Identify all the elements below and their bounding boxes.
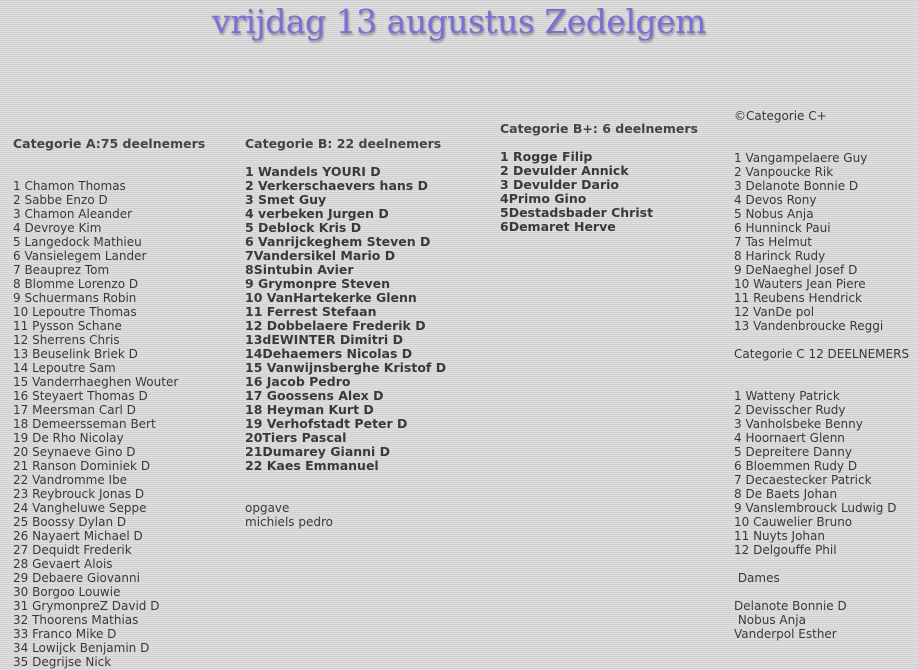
list-item: 9 Grymonpre Steven [245, 276, 391, 291]
list-item: 10 Cauwelier Bruno [734, 515, 853, 529]
list-item: 7 Decaestecker Patrick [734, 473, 872, 487]
list-item: 9 Schuermans Robin [13, 291, 137, 305]
list-item: 1 Watteny Patrick [734, 389, 840, 403]
list-item: 1 Rogge Filip [500, 149, 593, 164]
list-item: 13 Beuselink Briek D [13, 347, 138, 361]
list-item: 3 Chamon Aleander [13, 207, 133, 221]
page-title: vrijdag 13 augustus Zedelgem [212, 2, 706, 41]
list-item: 31 GrymonpreZ David D [13, 599, 160, 613]
column-categorie-b [245, 137, 446, 529]
list-item: Vanderpol Esther [734, 627, 837, 641]
list-item: 13 Vandenbroucke Reggi [734, 319, 884, 333]
list-item: 12 VanDe pol [734, 305, 815, 319]
list-item: 5 Depreitere Danny [734, 445, 852, 459]
column-categorie-bplus [500, 122, 698, 234]
list-item: 4 verbeken Jurgen D [245, 206, 389, 221]
opgave-label: opgave [245, 501, 290, 515]
list-item: 7 Beauprez Tom [13, 263, 110, 277]
list-item: 12 Dobbelaere Frederik D [245, 318, 426, 333]
list-item: 6 Hunninck Paui [734, 221, 831, 235]
list-item: 3 Smet Guy [245, 192, 327, 207]
list-item: 9 DeNaeghel Josef D [734, 263, 858, 277]
list-item: 22 Kaes Emmanuel [245, 458, 379, 473]
list-item: 14 Lepoutre Sam [13, 361, 116, 375]
opgave-name: michiels pedro [245, 515, 333, 529]
list-item: 2 Sabbe Enzo D [13, 193, 108, 207]
list-item: 8Sintubin Avier [245, 262, 354, 277]
categorie-a-list [13, 179, 205, 669]
list-item: 23 Reybrouck Jonas D [13, 487, 145, 501]
list-item: 5 Nobus Anja [734, 207, 814, 221]
list-item: 26 Nayaert Michael D [13, 529, 143, 543]
list-item: Delanote Bonnie D [734, 599, 847, 613]
list-item: 4 Devroye Kim [13, 221, 102, 235]
list-item: 5 Deblock Kris D [245, 220, 362, 235]
list-item: 29 Debaere Giovanni [13, 571, 140, 585]
list-item: 18 Demeersseman Bert [13, 417, 156, 431]
categorie-a-header: Categorie A:75 deelnemers [13, 136, 206, 151]
list-item: 20 Seynaeve Gino D [13, 445, 136, 459]
list-item: 2 Vanpoucke Rik [734, 165, 834, 179]
list-item: 9 Vanslembrouck Ludwig D [734, 501, 897, 515]
column-categorie-a [13, 137, 205, 669]
list-item: 22 Vandromme Ibe [13, 473, 128, 487]
categorie-c-header: Categorie C 12 DEELNEMERS [734, 347, 910, 361]
list-item: 8 Harinck Rudy [734, 249, 826, 263]
list-item: 19 Verhofstadt Peter D [245, 416, 408, 431]
list-item: 3 Delanote Bonnie D [734, 179, 859, 193]
categorie-cplus-list [734, 151, 909, 333]
list-item: 6Demaret Herve [500, 219, 616, 234]
column-categorie-c [734, 109, 909, 641]
list-item: 33 Franco Mike D [13, 627, 117, 641]
list-item: 6 Vansielegem Lander [13, 249, 147, 263]
list-item: 10 Lepoutre Thomas [13, 305, 137, 319]
list-item: 8 Blomme Lorenzo D [13, 277, 139, 291]
list-item: 1 Vangampelaere Guy [734, 151, 868, 165]
list-item: 11 Pysson Schane [13, 319, 122, 333]
list-item: 20Tiers Pascal [245, 430, 347, 445]
list-item: 12 Delgouffe Phil [734, 543, 837, 557]
list-item: 21Dumarey Gianni D [245, 444, 391, 459]
list-item: 5Destadsbader Christ [500, 205, 654, 220]
list-item: 4Primo Gino [500, 191, 587, 206]
list-item: 15 Vanwijnsberghe Kristof D [245, 360, 447, 375]
list-item: 19 De Rho Nicolay [13, 431, 124, 445]
list-item: 7Vandersikel Mario D [245, 248, 396, 263]
list-item: 14Dehaemers Nicolas D [245, 346, 413, 361]
list-item: Nobus Anja [734, 613, 806, 627]
list-item: 28 Gevaert Alois [13, 557, 113, 571]
list-item: 16 Steyaert Thomas D [13, 389, 148, 403]
categorie-b-header: Categorie B: 22 deelnemers [245, 136, 442, 151]
list-item: 32 Thoorens Mathias [13, 613, 139, 627]
list-item: 1 Chamon Thomas [13, 179, 126, 193]
list-item: 30 Borgoo Louwie [13, 585, 121, 599]
categorie-bplus-list [500, 150, 698, 234]
list-item: 8 De Baets Johan [734, 487, 838, 501]
categorie-bplus-header: Categorie B+: 6 deelnemers [500, 121, 698, 136]
list-item: 27 Dequidt Frederik [13, 543, 132, 557]
list-item: 13dEWINTER Dimitri D [245, 332, 403, 347]
list-item: 4 Devos Rony [734, 193, 817, 207]
list-item: 16 Jacob Pedro [245, 374, 351, 389]
list-item: 2 Devisscher Rudy [734, 403, 846, 417]
list-item: 6 Vanrijckeghem Steven D [245, 234, 431, 249]
list-item: 24 Vangheluwe Seppe [13, 501, 147, 515]
categorie-c-list [734, 389, 909, 557]
list-item: 11 Reubens Hendrick [734, 291, 862, 305]
dames-header: Dames [734, 571, 780, 585]
list-item: 21 Ranson Dominiek D [13, 459, 151, 473]
list-item: 5 Langedock Mathieu [13, 235, 142, 249]
categorie-cplus-header: ©Categorie C+ [734, 109, 827, 123]
list-item: 10 VanHartekerke Glenn [245, 290, 417, 305]
list-item: 34 Lowijck Benjamin D [13, 641, 150, 655]
list-item: 4 Hoornaert Glenn [734, 431, 845, 445]
list-item: 2 Devulder Annick [500, 163, 629, 178]
dames-list [734, 599, 909, 641]
list-item: 17 Goossens Alex D [245, 388, 384, 403]
list-item: 35 Degrijse Nick [13, 655, 112, 669]
list-item: 12 Sherrens Chris [13, 333, 120, 347]
list-item: 3 Vanholsbeke Benny [734, 417, 863, 431]
list-item: 7 Tas Helmut [734, 235, 812, 249]
list-item: 10 Wauters Jean Piere [734, 277, 866, 291]
list-item: 11 Nuyts Johan [734, 529, 825, 543]
list-item: 3 Devulder Dario [500, 177, 620, 192]
list-item: 11 Ferrest Stefaan [245, 304, 377, 319]
list-item: 18 Heyman Kurt D [245, 402, 374, 417]
categorie-b-list [245, 165, 446, 473]
list-item: 15 Vanderrhaeghen Wouter [13, 375, 179, 389]
list-item: 25 Boossy Dylan D [13, 515, 127, 529]
list-item: 1 Wandels YOURI D [245, 164, 381, 179]
list-item: 2 Verkerschaevers hans D [245, 178, 428, 193]
list-item: 17 Meersman Carl D [13, 403, 136, 417]
list-item: 6 Bloemmen Rudy D [734, 459, 858, 473]
